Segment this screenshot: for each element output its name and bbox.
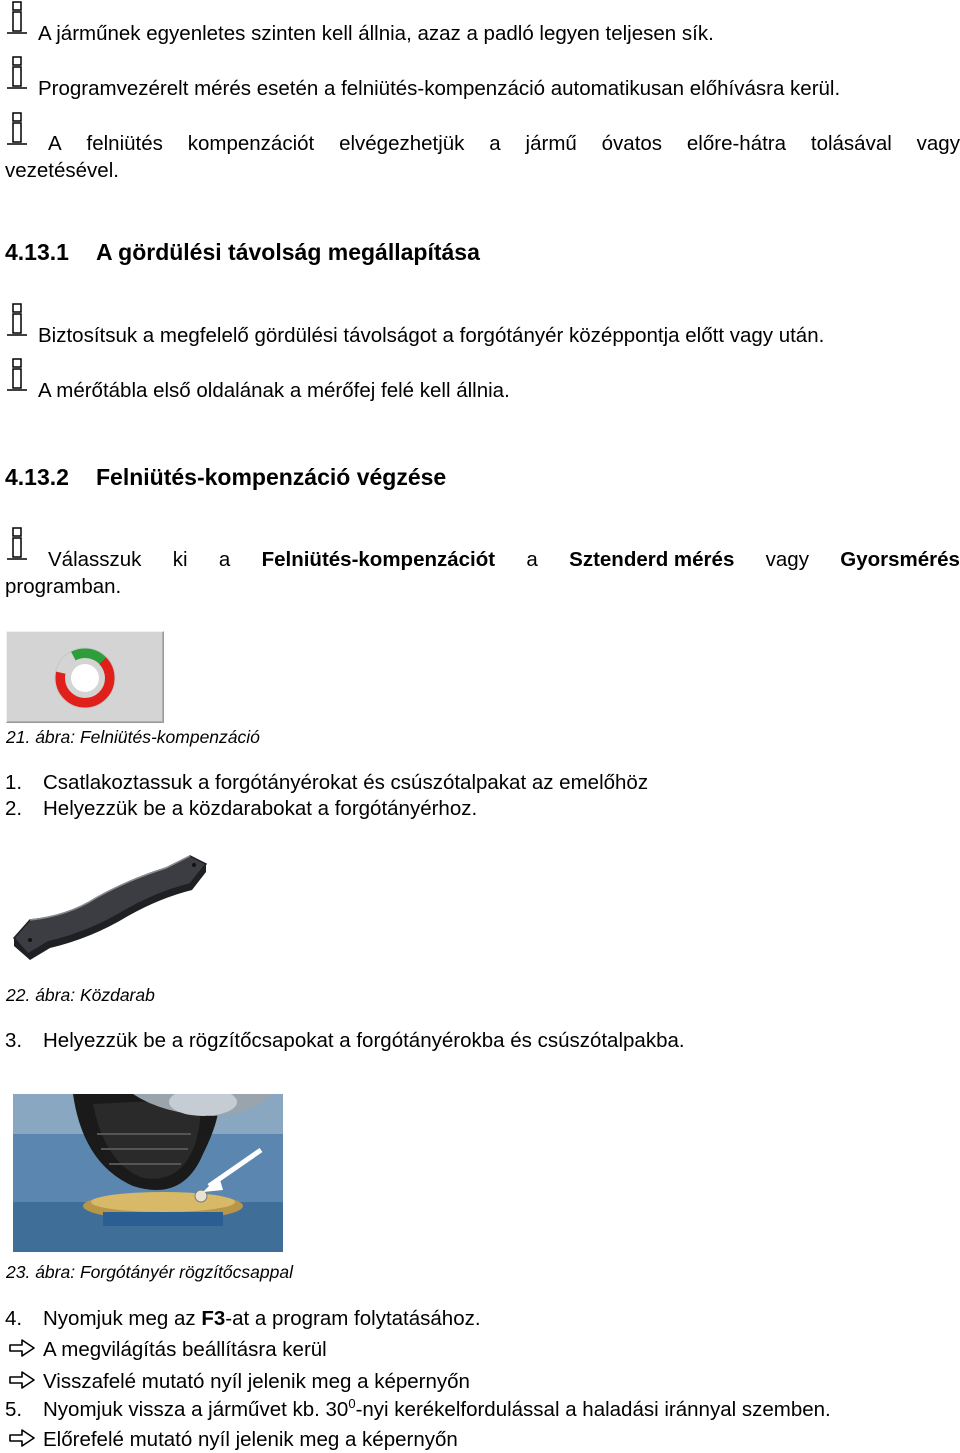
info-icon bbox=[4, 1, 30, 35]
result-arrow-icon bbox=[8, 1370, 36, 1390]
step-1: 1. Csatlakoztassuk a forgótányérokat és csúszótalpakat az emelőhöz bbox=[5, 771, 649, 794]
info-icon bbox=[4, 358, 30, 392]
result-line: Visszafelé mutató nyíl jelenik meg a képernyőn bbox=[43, 1370, 470, 1393]
step-3: 3. Helyezzük be a rögzítőcsapokat a forgótányérokba és csúszótalpakba. bbox=[5, 1029, 685, 1052]
section-heading: 4.13.1 A gördülési távolság megállapítása bbox=[5, 239, 480, 265]
wheel-compensation-icon bbox=[7, 632, 163, 722]
info-paragraph: A felniütés kompenzációt elvégezhetjük a jármű óvatos előre-hátra tolásával vagy bbox=[48, 132, 960, 155]
instruction-paragraph-cont: programban. bbox=[5, 575, 122, 598]
instruction-paragraph: Válasszuk ki a Felniütés-kompenzációt a Sztenderd mérés vagy Gyorsmérés bbox=[48, 548, 960, 571]
info-icon bbox=[4, 56, 30, 90]
info-icon bbox=[4, 527, 30, 561]
turntable-photo bbox=[13, 1094, 283, 1252]
section-heading: 4.13.2 Felniütés-kompenzáció végzése bbox=[5, 464, 447, 490]
info-line: Programvezérelt mérés esetén a felniütés-kompenzáció automatikusan előhívásra kerül. bbox=[38, 77, 841, 100]
step-2: 2. Helyezzük be a közdarabokat a forgótányérhoz. bbox=[5, 797, 478, 820]
step-4: 4. Nyomjuk meg az F3-at a program folytatásához. bbox=[5, 1307, 481, 1330]
result-line: A megvilágítás beállításra kerül bbox=[43, 1338, 327, 1361]
info-paragraph-cont: vezetésével. bbox=[5, 159, 119, 182]
result-arrow-icon bbox=[8, 1428, 36, 1448]
info-icon bbox=[4, 112, 30, 146]
info-line: A járműnek egyenletes szinten kell állnia, azaz a padló legyen teljesen sík. bbox=[38, 22, 714, 45]
step-5: 5. Nyomjuk vissza a járművet kb. $30^0$-nyi kerékelfordulással a haladási iránnyal szemben. bbox=[5, 1396, 831, 1421]
result-arrow-icon bbox=[8, 1338, 36, 1358]
spacer-piece-image bbox=[8, 850, 213, 960]
figure-caption: 23. ábra: Forgótányér rögzítőcsappal bbox=[6, 1262, 293, 1282]
figure-caption: 22. ábra: Közdarab bbox=[6, 985, 155, 1005]
wheel-compensation-button[interactable] bbox=[6, 631, 164, 723]
figure-caption: 21. ábra: Felniütés-kompenzáció bbox=[6, 727, 260, 747]
info-icon bbox=[4, 303, 30, 337]
info-line: A mérőtábla első oldalának a mérőfej felé kell állnia. bbox=[38, 379, 510, 402]
info-line: Biztosítsuk a megfelelő gördülési távolságot a forgótányér középpontja előtt vagy után. bbox=[38, 324, 825, 347]
result-line: Előrefelé mutató nyíl jelenik meg a képernyőn bbox=[43, 1428, 458, 1451]
